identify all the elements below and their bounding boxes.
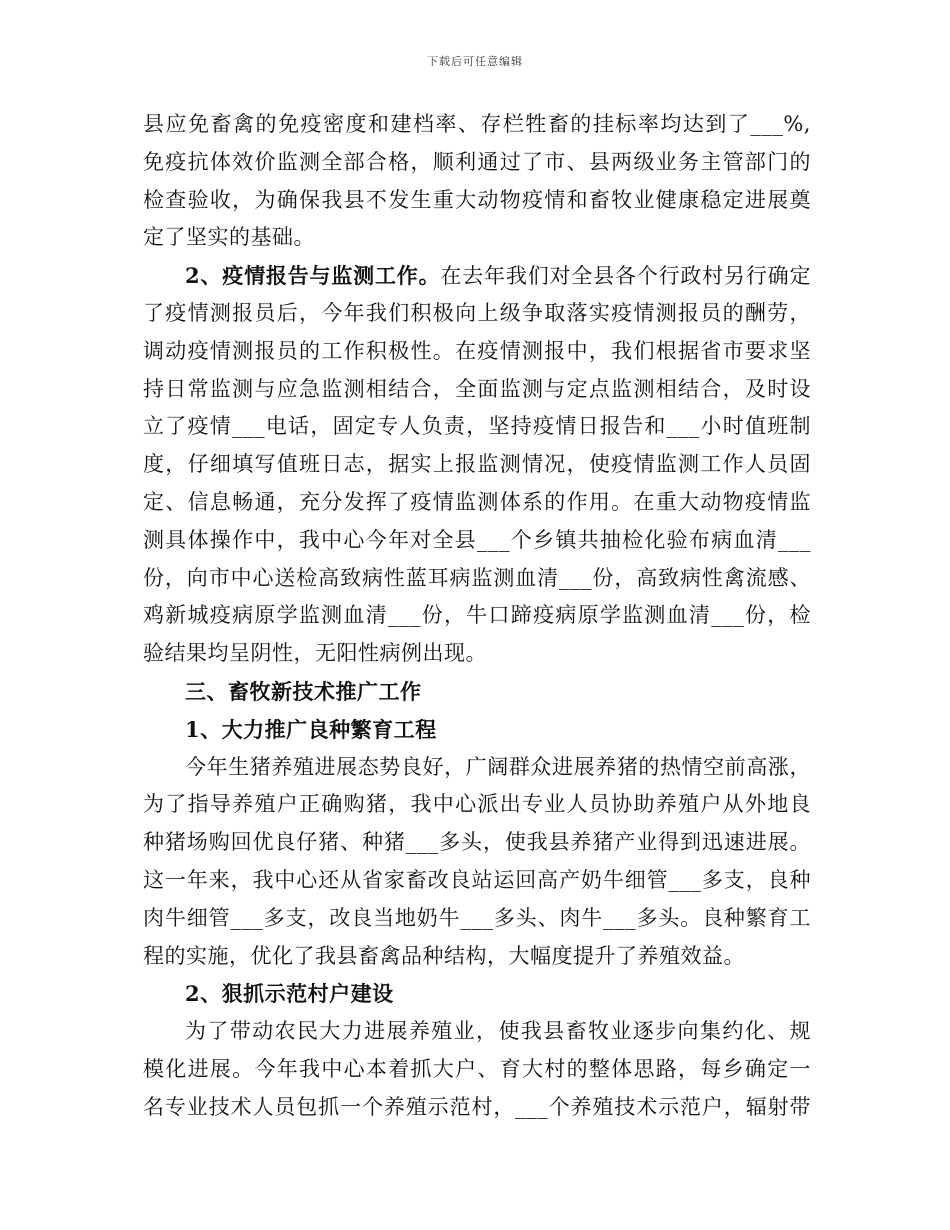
text-line: 定、信息畅通，充分发挥了疫情监测体系的作用。在重大动物疫情监 (143, 489, 811, 514)
paragraph-first-line (143, 257, 811, 295)
text-line: 程的实施，优化了我县畜禽品种结构，大幅度提升了养殖效益。 (143, 943, 745, 968)
section-heading-inline: 2、疫情报告与监测工作。 (185, 263, 441, 289)
text-span: 在去年我们对全县各个行政村另行确定 (440, 264, 811, 289)
document-body (143, 106, 811, 1127)
text-line: 免疫抗体效价监测全部合格，顺利通过了市、县两级业务主管部门的 (143, 149, 811, 174)
subsection-heading: 1、大力推广良种繁育工程 (185, 716, 437, 742)
text-line: 肉牛细管___多支，改良当地奶牛___多头、肉牛___多头。良种繁育工 (143, 905, 811, 930)
text-line: 测具体操作中，我中心今年对全县___个乡镇共抽检化验布病血清___ (143, 527, 811, 552)
text-line: 检查验收，为确保我县不发生重大动物疫情和畜牧业健康稳定进展奠 (143, 187, 811, 212)
text-line: 调动疫情测报员的工作积极性。在疫情测报中，我们根据省市要求坚 (143, 338, 811, 363)
text-line: 为了指导养殖户正确购猪，我中心派出专业人员协助养殖户从外地良 (143, 792, 811, 817)
text-line: 度，仔细填写值班日志，据实上报监测情况，使疫情监测工作人员固 (143, 452, 811, 477)
paragraph-first-line: 为了带动农民大力进展养殖业，使我县畜牧业逐步向集约化、规 (185, 1019, 811, 1044)
subsection-heading: 2、狠抓示范村户建设 (185, 981, 394, 1007)
text-line: 这一年来，我中心还从省家畜改良站运回高产奶牛细管___多支，良种 (143, 867, 811, 892)
text-line: 名专业技术人员包抓一个养殖示范村，___个养殖技术示范户，辐射带 (143, 1094, 811, 1119)
text-line: 县应免畜禽的免疫密度和建档率、存栏牲畜的挂标率均达到了___%, (143, 112, 811, 136)
text-line: 鸡新城疫病原学监测血清___份，牛口蹄疫病原学监测血清___份，检 (143, 603, 811, 628)
section-heading: 三、畜牧新技术推广工作 (185, 678, 422, 704)
text-line: 持日常监测与应急监测相结合，全面监测与定点监测相结合，及时设 (143, 376, 811, 401)
text-line: 份，向市中心送检高致病性蓝耳病监测血清___份，高致病性禽流感、 (143, 565, 811, 590)
text-line: 了疫情测报员后，今年我们积极向上级争取落实疫情测报员的酬劳， (143, 300, 811, 325)
text-line: 验结果均呈阴性，无阳性病例出现。 (143, 641, 487, 666)
paragraph-first-line: 今年生猪养殖进展态势良好，广阔群众进展养猪的热情空前高涨， (185, 754, 811, 779)
text-line: 立了疫情___电话，固定专人负责，坚持疫情日报告和___小时值班制 (143, 414, 811, 439)
page-header-note: 下载后可任意编辑 (427, 55, 523, 68)
text-line: 定了坚实的基础。 (143, 225, 315, 250)
text-line: 模化进展。今年我中心本着抓大户、育大村的整体思路，每乡确定一 (143, 1056, 811, 1081)
text-line: 种猪场购回优良仔猪、种猪___多头，使我县养猪产业得到迅速进展。 (143, 830, 811, 855)
